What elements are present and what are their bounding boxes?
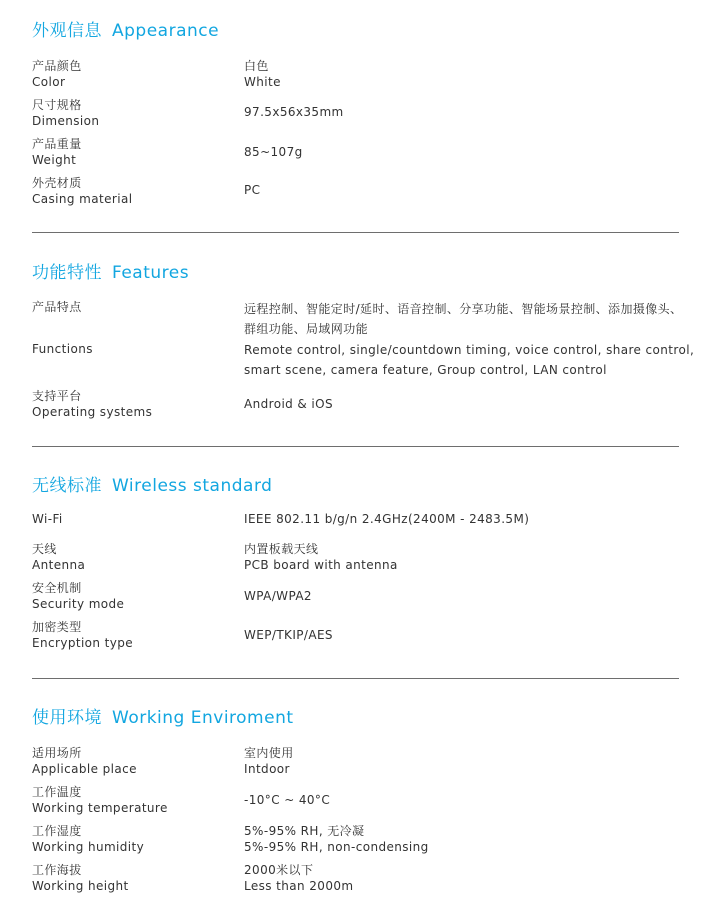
spec-value-zh: 2000米以下 bbox=[244, 863, 314, 877]
spec-value: Android & iOS bbox=[244, 397, 333, 411]
section-title-zh: 功能特性 bbox=[32, 263, 102, 283]
section-appearance bbox=[32, 0, 679, 232]
section-title bbox=[32, 703, 294, 728]
spec-label-en: Security mode bbox=[32, 596, 125, 611]
spec-value-en: PCB board with antenna bbox=[244, 557, 398, 572]
spec-value: PC bbox=[244, 183, 261, 197]
spec-label-en: Working humidity bbox=[32, 839, 145, 854]
section-title-en: Working Enviroment bbox=[112, 708, 294, 728]
spec-label-zh: 支持平台 bbox=[32, 389, 82, 403]
spec-value: -10°C ~ 40°C bbox=[244, 793, 331, 807]
spec-label-en: Weight bbox=[32, 152, 77, 167]
section-features bbox=[32, 233, 695, 446]
spec-label bbox=[32, 98, 99, 129]
spec-value-en: Intdoor bbox=[244, 761, 290, 776]
section-title-zh: 外观信息 bbox=[32, 21, 102, 41]
spec-label bbox=[32, 176, 132, 207]
spec-value bbox=[244, 340, 694, 380]
spec-value bbox=[244, 824, 429, 855]
spec-value-line: smart scene, camera feature, Group control, LAN control bbox=[244, 363, 607, 377]
spec-label-en: Encryption type bbox=[32, 635, 134, 650]
spec-value: WPA/WPA2 bbox=[244, 589, 312, 603]
spec-label: Wi-Fi bbox=[32, 512, 63, 526]
spec-value-line: 群组功能、局域网功能 bbox=[244, 322, 369, 336]
section-environment bbox=[32, 679, 679, 902]
spec-label bbox=[32, 824, 144, 855]
spec-label-zh: 尺寸规格 bbox=[32, 98, 82, 112]
section-wireless bbox=[32, 447, 679, 678]
spec-label-en: Working temperature bbox=[32, 800, 168, 815]
spec-value-en: Less than 2000m bbox=[244, 878, 354, 893]
spec-label bbox=[32, 746, 137, 777]
spec-value bbox=[244, 299, 682, 339]
spec-value: WEP/TKIP/AES bbox=[244, 628, 333, 642]
spec-label bbox=[32, 581, 124, 612]
spec-label-en: Dimension bbox=[32, 113, 100, 128]
spec-value-zh: 内置板载天线 bbox=[244, 542, 319, 556]
spec-value-zh: 5%-95% RH, 无冷凝 bbox=[244, 824, 365, 838]
spec-label bbox=[32, 620, 133, 651]
spec-value: IEEE 802.11 b/g/n 2.4GHz(2400M - 2483.5M) bbox=[244, 512, 530, 526]
spec-label bbox=[32, 542, 85, 573]
spec-label-zh: 工作海拔 bbox=[32, 863, 82, 877]
section-title bbox=[32, 471, 272, 496]
spec-value-zh: 室内使用 bbox=[244, 746, 294, 760]
section-title bbox=[32, 16, 219, 41]
spec-label-zh: 加密类型 bbox=[32, 620, 82, 634]
spec-label bbox=[32, 137, 82, 168]
spec-value-en: 5%-95% RH, non-condensing bbox=[244, 839, 429, 854]
spec-label bbox=[32, 389, 152, 420]
spec-label bbox=[32, 59, 82, 90]
spec-value bbox=[244, 746, 294, 777]
section-title-en: Wireless standard bbox=[112, 476, 273, 496]
spec-label-zh: 安全机制 bbox=[32, 581, 82, 595]
spec-label-en: Working height bbox=[32, 878, 129, 893]
spec-label bbox=[32, 785, 168, 816]
spec-label-zh: 天线 bbox=[32, 542, 57, 556]
spec-value-en: White bbox=[244, 74, 281, 89]
spec-value bbox=[244, 863, 354, 894]
section-title-zh: 使用环境 bbox=[32, 708, 102, 728]
section-title-en: Features bbox=[112, 263, 190, 283]
spec-label: 产品特点 bbox=[32, 300, 82, 314]
spec-label-en: Operating systems bbox=[32, 404, 153, 419]
spec-label-zh: 适用场所 bbox=[32, 746, 82, 760]
spec-label-zh: 外壳材质 bbox=[32, 176, 82, 190]
section-title-en: Appearance bbox=[112, 21, 220, 41]
section-title bbox=[32, 258, 189, 283]
spec-label-zh: 产品颜色 bbox=[32, 59, 82, 73]
spec-value: 97.5x56x35mm bbox=[244, 105, 344, 119]
spec-value-line: Remote control, single/countdown timing, voice control, share control, bbox=[244, 343, 695, 357]
spec-value-zh: 白色 bbox=[244, 59, 269, 73]
spec-value: 85~107g bbox=[244, 145, 303, 159]
spec-value-line: 远程控制、智能定时/延时、语音控制、分享功能、智能场景控制、添加摄像头、 bbox=[244, 302, 683, 316]
spec-value bbox=[244, 59, 281, 90]
spec-label-zh: 工作温度 bbox=[32, 785, 82, 799]
spec-label: Functions bbox=[32, 342, 93, 356]
spec-label-en: Antenna bbox=[32, 557, 86, 572]
spec-label-en: Color bbox=[32, 74, 66, 89]
spec-label-zh: 产品重量 bbox=[32, 137, 82, 151]
section-title-zh: 无线标准 bbox=[32, 476, 102, 496]
spec-label-en: Casing material bbox=[32, 191, 133, 206]
spec-label-zh: 工作湿度 bbox=[32, 824, 82, 838]
spec-label bbox=[32, 863, 129, 894]
spec-value bbox=[244, 542, 398, 573]
spec-label-en: Applicable place bbox=[32, 761, 137, 776]
